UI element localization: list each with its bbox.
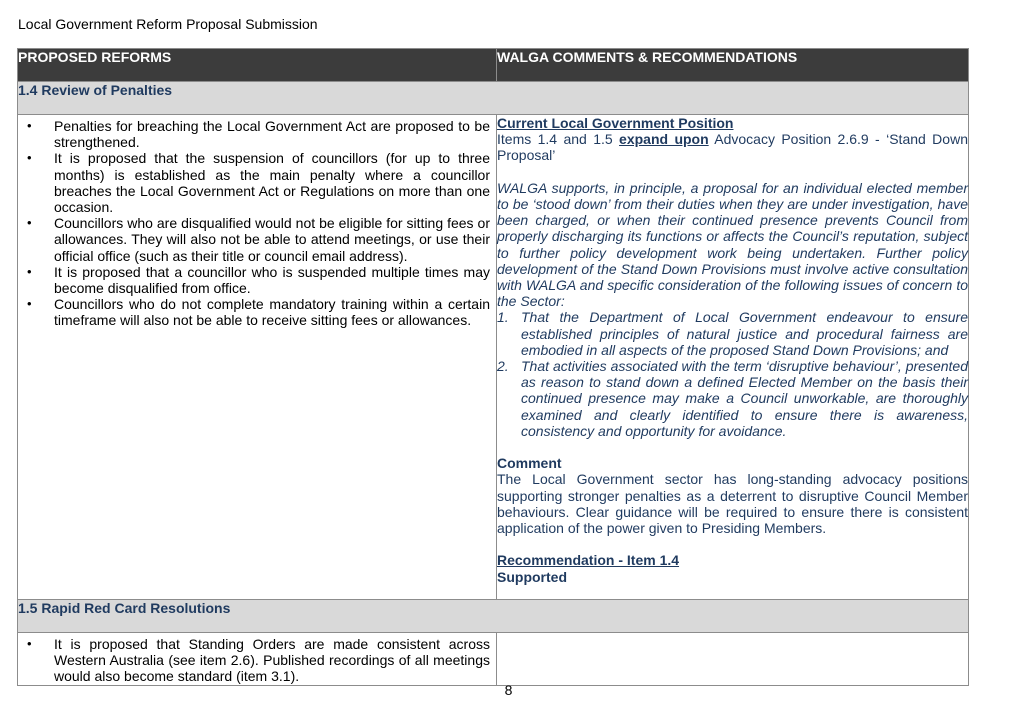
list-item (27, 215, 490, 264)
list-item (27, 118, 490, 151)
list-item (27, 636, 490, 685)
bullet-text: Councillors who do not complete mandatory training within a certain timeframe will also not be able to receive sitting fees or allowances. (54, 296, 490, 329)
document-title: Local Government Reform Proposal Submission (18, 16, 318, 32)
position-body: WALGA supports, in principle, a proposal for an individual elected member to be ‘stood down’ from their duties when they are under investigation, have been charged, or when their continued presence prevents Council from properly discharging its functions or affects the Council’s reputation, subject to further policy development work being undertaken. Further policy development of the Stand Down Provisions must involve active consultation with WALGA and specific consideration of the following issues of concern to the Sector: (497, 179, 968, 310)
list-item (27, 296, 490, 329)
content-row-1-4 (18, 115, 969, 600)
recommendation-heading: Recommendation - Item 1.4 (497, 552, 680, 569)
position-emphasis: expand upon (619, 131, 709, 148)
bullet-text: Councillors who are disqualified would not be eligible for sitting fees or allowances. They will also not be able to attend meetings, or use their official office (such as their title or council email address). (54, 215, 490, 264)
bullet-text: Penalties for breaching the Local Government Act are proposed to be strengthened. (54, 118, 490, 151)
comment-heading: Comment (497, 455, 562, 472)
position-intro: Items 1.4 and 1.5 expand upon Advocacy Position 2.6.9 - ‘Stand Down Proposal’ (497, 131, 968, 164)
reform-bullet-list (18, 115, 496, 329)
header-proposed-reforms: PROPOSED REFORMS (18, 49, 497, 82)
recommendation-text: Supported (497, 568, 567, 585)
position-heading: Current Local Government Position (497, 115, 734, 131)
bullet-icon: • (27, 118, 32, 133)
walga-comments-cell (497, 115, 969, 600)
walga-comments-cell (497, 633, 969, 686)
section-title-rapid-red-card: 1.5 Rapid Red Card Resolutions (18, 600, 969, 633)
bullet-text: It is proposed that Standing Orders are made consistent across Western Australia (see item 2.6). Published recordings of all meetings would also become standard (item 3.1). (54, 636, 490, 685)
header-walga-comments: WALGA COMMENTS & RECOMMENDATIONS (497, 49, 969, 82)
section-row-1-4 (18, 82, 969, 115)
bullet-text: It is proposed that a councillor who is suspended multiple times may become disqualified from office. (54, 263, 490, 297)
bullet-icon: • (27, 636, 32, 651)
list-item: 2. That activities associated with the term ‘disruptive behaviour’, presented as reason to stand down a defined Elected Member on the basis their continued presence may make a Council unworkable, are thoroughly examined and clearly identified to ensure there is awareness, consistency and opportunity for avoidance. (497, 358, 968, 439)
issues-list (497, 309, 968, 439)
bullet-icon: • (27, 296, 32, 312)
reform-bullet-list (18, 633, 496, 685)
section-title-review-of-penalties: 1.4 Review of Penalties (18, 82, 969, 115)
bullet-text: It is proposed that the suspension of councillors (for up to three months) is established as the main penalty where a councillor breaches the Local Government Act or Regulations on more than one occasion. (54, 150, 490, 216)
bullet-icon: • (27, 150, 32, 166)
proposed-reforms-cell (18, 115, 497, 600)
comment-text: The Local Government sector has long-standing advocacy positions supporting stronger penalties as a deterrent to disruptive Council Member behaviours. Clear guidance will be required to ensure there is consistent application of the power given to Presiding Members. (497, 471, 968, 537)
list-item: 1. That the Department of Local Government endeavour to ensure established principles of natural justice and procedural fairness are embodied in all aspects of the proposed Stand Down Provisions; and (497, 309, 968, 358)
bullet-icon: • (27, 263, 32, 279)
page-number: 8 (504, 682, 513, 698)
list-item (27, 150, 490, 216)
section-row-1-5 (18, 600, 969, 633)
proposed-reforms-cell (18, 633, 497, 686)
bullet-icon: • (27, 215, 32, 231)
content-row-1-5 (18, 633, 969, 686)
reform-table (17, 48, 969, 686)
list-item (27, 263, 490, 297)
table-header-row (18, 49, 969, 82)
